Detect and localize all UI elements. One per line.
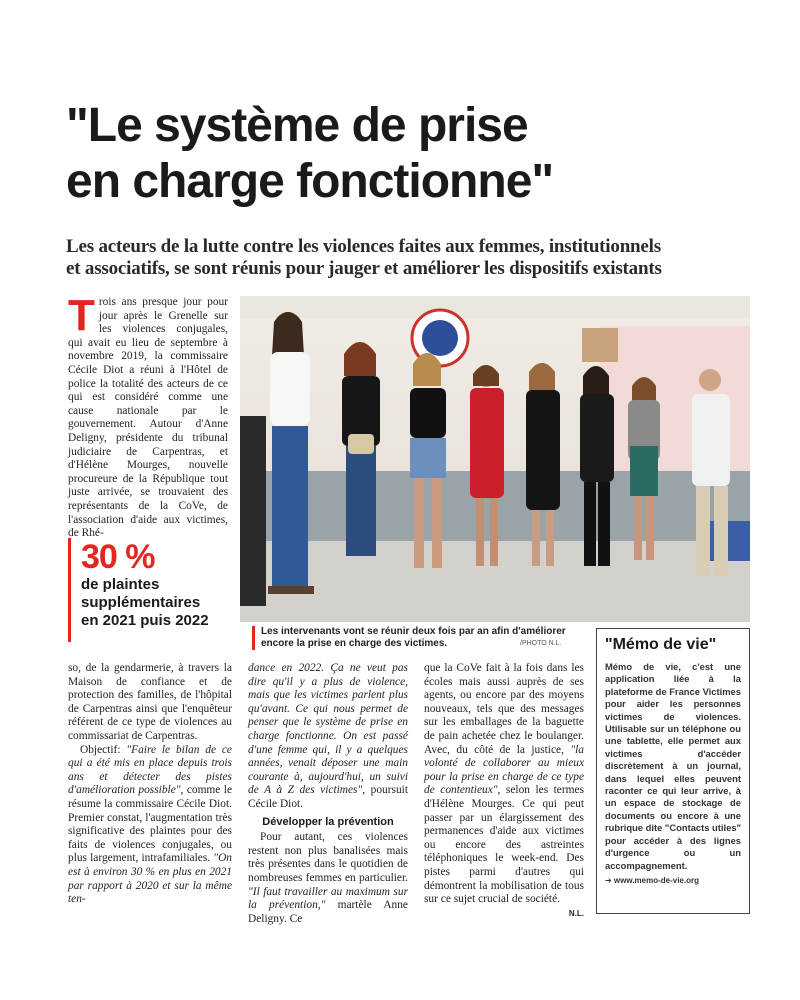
col1-paragraph-2 <box>68 744 232 907</box>
photo-credit: /PHOTO N.L. <box>520 640 562 647</box>
memo-title: "Mémo de vie" <box>605 636 717 653</box>
col3-text: que la CoVe fait à la fois dans les écoles mais aussi auprès de ses agents, ou encore par des moyens nouveaux, tels que des messages sur les emballages de la baguette de pain achetée chez le boulanger. Avec, du côté de la justice, <box>424 662 584 756</box>
stat-label-1: de plaintes <box>81 576 160 593</box>
intro-text: rois ans presque jour pour jour après le Grenelle sur les violences conjugales, qui avait eu lieu de septembre à novembre 2019, la commissaire Cécile Diot a réuni à l'Hôtel de police la totalité des acteurs de ce qui est considéré comme une cause nationale par le gouvernement. Autour d'Anne Deligny, présidente du tribunal judiciaire de Carpentras, et d'Hélène Mourges, nouvelle procureure de la République tout juste arrivée, se trouvaient des représentants de la CoVe, de l'association d'aide aux victimes, de Rhé- <box>68 296 228 540</box>
col2-paragraph-1 <box>248 662 408 812</box>
body-column-2 <box>248 662 408 926</box>
group-photo <box>240 296 750 622</box>
col2-text-2: Pour autant, ces violences restent non plus banalisées mais très présentes dans le quotidien de nombreuses femmes en particulier. <box>248 831 408 884</box>
col2-text: poursuit Cécile Diot. <box>248 784 408 810</box>
col2-quote: dance en 2022. Ça ne veut pas dire qu'il y a plus de violence, mais que les victimes parlent plus qu'avant. Ce qui nous permet de penser que le système de prise en charge fonctionne. On est passé d'une femme qui, il y a quelques années, venait déposer une main courante à, aujourd'hui, un suivi de A à Z des victimes", <box>248 662 408 797</box>
col2-text-3: martèle Anne Deligny. Ce <box>248 899 408 925</box>
col3-paragraph <box>424 662 584 907</box>
headline-line-1: "Le système de prise <box>66 99 528 152</box>
stat-label-3: en 2021 puis 2022 <box>81 612 209 629</box>
body-column-1 <box>68 662 232 907</box>
col1-lead: Objectif: <box>80 743 127 756</box>
memo-sidebar-box <box>596 628 750 914</box>
author-signature: N.L. <box>568 908 584 918</box>
memo-link[interactable]: ➔ www.memo-de-vie.org <box>605 875 699 885</box>
col3-text-2: selon les termes d'Hélène Mourges. Ce qui peut passer par un élargissement des permanences d'aide aux victimes ou encore des astreintes téléphoniques le week-end. Des pistes parmi d'autres qui démontrent la mobilisation de tous sur ce sujet crucial de société. <box>424 784 585 906</box>
headline <box>66 98 766 210</box>
section-subhead: Développer la prévention <box>262 815 394 828</box>
intro-column <box>68 291 228 541</box>
stat-callout <box>68 538 232 642</box>
col2-paragraph-2 <box>248 831 408 926</box>
caption-line-1: Les intervenants vont se réunir deux fois par an afin d'améliorer <box>261 626 566 637</box>
drop-cap: T <box>68 291 95 340</box>
stat-number: 30 % <box>81 538 155 576</box>
stat-label-2: supplémentaires <box>81 594 201 611</box>
col1-text: comme le résume la commissaire Cécile Diot. Premier constat, l'augmentation très significative des plaintes pour des faits de violences conjugales, ou plus largement, intrafamiliales. <box>68 784 232 865</box>
standfirst-line-1: Les acteurs de la lutte contre les violences faites aux femmes, institutionnels <box>66 236 661 257</box>
col2-quote-2: "Il faut travailler au maximum sur la prévention," <box>248 885 408 912</box>
standfirst <box>66 236 766 280</box>
col3-quote: "la volonté de collaborer au mieux pour la prise en charge de ce type de contentieux", <box>424 743 584 797</box>
standfirst-line-2: et associatifs, se sont réunis pour jauger et améliorer les dispositifs existants <box>66 258 662 279</box>
caption-line-2: encore la prise en charge des victimes. <box>261 638 448 649</box>
col1-quote-2: "On est à environ 30 % en plus en 2021 par rapport à 2020 et sur la même ten- <box>68 852 232 906</box>
col1-paragraph-1: so, de la gendarmerie, à travers la Maison de confiance et de protection des familles, de l'hôpital de Carpentras ainsi que l'enquêteur référent de ce type de violences au commissariat de Carpentras. <box>68 662 232 742</box>
memo-body: Mémo de vie, c'est une application liée à la plateforme de France Victimes pour aider les personnes victimes de violences. Utilisable sur un téléphone ou une tablette, elle permet aux victimes d'accéder discrètement à un journal, dans lequel elles peuvent raconter ce qui leur arrive, à un espace de stockage de documents ou encore à une rubrique dite "Contacts utiles" pour accéder à des lignes d'urgence ou un accompagnement. <box>605 661 741 871</box>
col1-quote: "Faire le bilan de ce qui a été mis en place depuis trois ans et détecter des pistes d'amélioration possible", <box>68 743 232 797</box>
headline-line-2: en charge fonctionne" <box>66 155 554 208</box>
body-column-3 <box>424 662 584 920</box>
group-photo-illustration <box>240 296 750 622</box>
